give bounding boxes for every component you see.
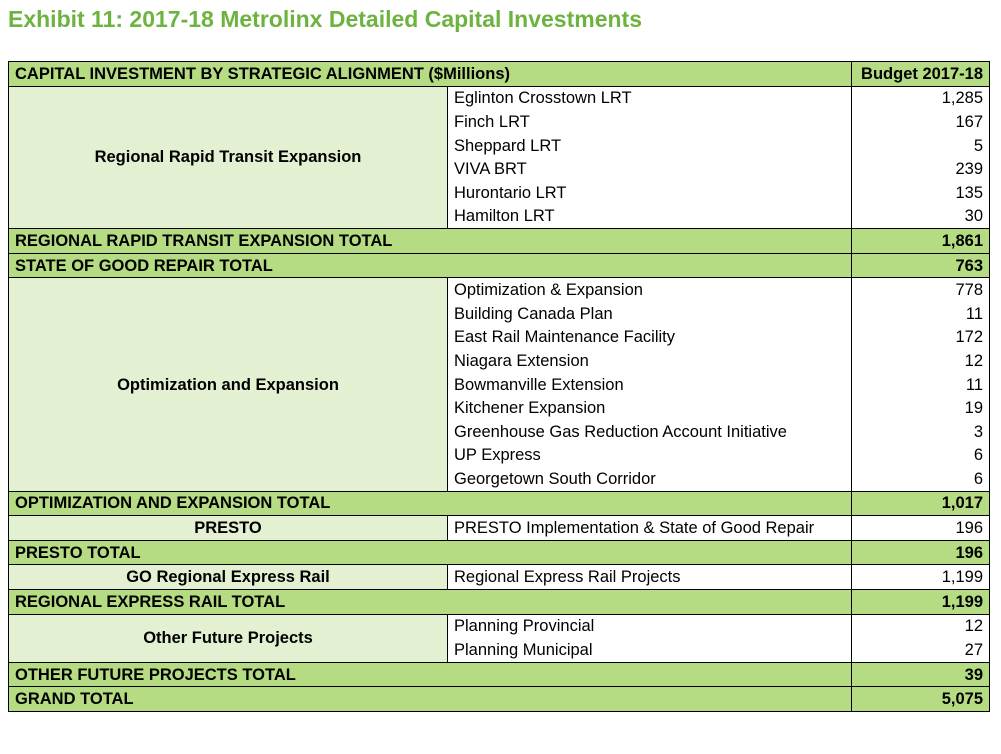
grand-total-value: 5,075 [852, 687, 990, 712]
table-header-row [9, 62, 990, 87]
project-value: 6 [852, 467, 990, 491]
category-label: PRESTO [9, 516, 448, 541]
total-value: 1,017 [852, 491, 990, 516]
total-value: 39 [852, 662, 990, 687]
project-name: Kitchener Expansion [448, 396, 852, 420]
project-value: 30 [852, 205, 990, 229]
project-name: Building Canada Plan [448, 302, 852, 326]
total-label: PRESTO TOTAL [9, 540, 852, 565]
project-name: VIVA BRT [448, 157, 852, 181]
project-name: Planning Municipal [448, 638, 852, 662]
project-value: 1,285 [852, 86, 990, 110]
table-row [9, 614, 990, 638]
category-label: Regional Rapid Transit Expansion [9, 86, 448, 229]
total-row [9, 253, 990, 278]
project-name: Finch LRT [448, 110, 852, 134]
total-label: STATE OF GOOD REPAIR TOTAL [9, 253, 852, 278]
project-value: 5 [852, 134, 990, 158]
project-value: 11 [852, 373, 990, 397]
total-label: OTHER FUTURE PROJECTS TOTAL [9, 662, 852, 687]
project-value: 172 [852, 326, 990, 350]
project-name: Hurontario LRT [448, 181, 852, 205]
table-row [9, 565, 990, 590]
total-label: OPTIMIZATION AND EXPANSION TOTAL [9, 491, 852, 516]
total-row [9, 491, 990, 516]
table-row [9, 516, 990, 541]
project-value: 11 [852, 302, 990, 326]
total-value: 1,861 [852, 229, 990, 254]
grand-total-label: GRAND TOTAL [9, 687, 852, 712]
header-label: CAPITAL INVESTMENT BY STRATEGIC ALIGNMENT ($Millions) [9, 62, 852, 87]
project-name: PRESTO Implementation & State of Good Repair [448, 516, 852, 541]
project-name: Sheppard LRT [448, 134, 852, 158]
project-value: 196 [852, 516, 990, 541]
total-value: 1,199 [852, 590, 990, 615]
total-row [9, 229, 990, 254]
project-value: 3 [852, 420, 990, 444]
category-label: GO Regional Express Rail [9, 565, 448, 590]
project-name: Hamilton LRT [448, 205, 852, 229]
category-label: Other Future Projects [9, 614, 448, 662]
table-row [9, 278, 990, 302]
project-value: 778 [852, 278, 990, 302]
project-value: 19 [852, 396, 990, 420]
grand-total-row [9, 687, 990, 712]
total-row [9, 662, 990, 687]
project-name: Greenhouse Gas Reduction Account Initiative [448, 420, 852, 444]
total-label: REGIONAL RAPID TRANSIT EXPANSION TOTAL [9, 229, 852, 254]
project-name: UP Express [448, 444, 852, 468]
project-name: Bowmanville Extension [448, 373, 852, 397]
project-name: Optimization & Expansion [448, 278, 852, 302]
project-name: Planning Provincial [448, 614, 852, 638]
project-value: 6 [852, 444, 990, 468]
table-row [9, 86, 990, 110]
capital-investment-table [8, 61, 990, 712]
header-budget-label: Budget 2017-18 [852, 62, 990, 87]
project-value: 167 [852, 110, 990, 134]
total-label: REGIONAL EXPRESS RAIL TOTAL [9, 590, 852, 615]
project-name: East Rail Maintenance Facility [448, 326, 852, 350]
total-value: 196 [852, 540, 990, 565]
total-value: 763 [852, 253, 990, 278]
project-value: 27 [852, 638, 990, 662]
project-value: 1,199 [852, 565, 990, 590]
project-name: Niagara Extension [448, 349, 852, 373]
project-value: 239 [852, 157, 990, 181]
project-name: Eglinton Crosstown LRT [448, 86, 852, 110]
project-name: Georgetown South Corridor [448, 467, 852, 491]
project-value: 12 [852, 614, 990, 638]
total-row [9, 590, 990, 615]
project-value: 12 [852, 349, 990, 373]
project-name: Regional Express Rail Projects [448, 565, 852, 590]
category-label: Optimization and Expansion [9, 278, 448, 491]
project-value: 135 [852, 181, 990, 205]
exhibit-title: Exhibit 11: 2017-18 Metrolinx Detailed Capital Investments [8, 6, 642, 32]
total-row [9, 540, 990, 565]
